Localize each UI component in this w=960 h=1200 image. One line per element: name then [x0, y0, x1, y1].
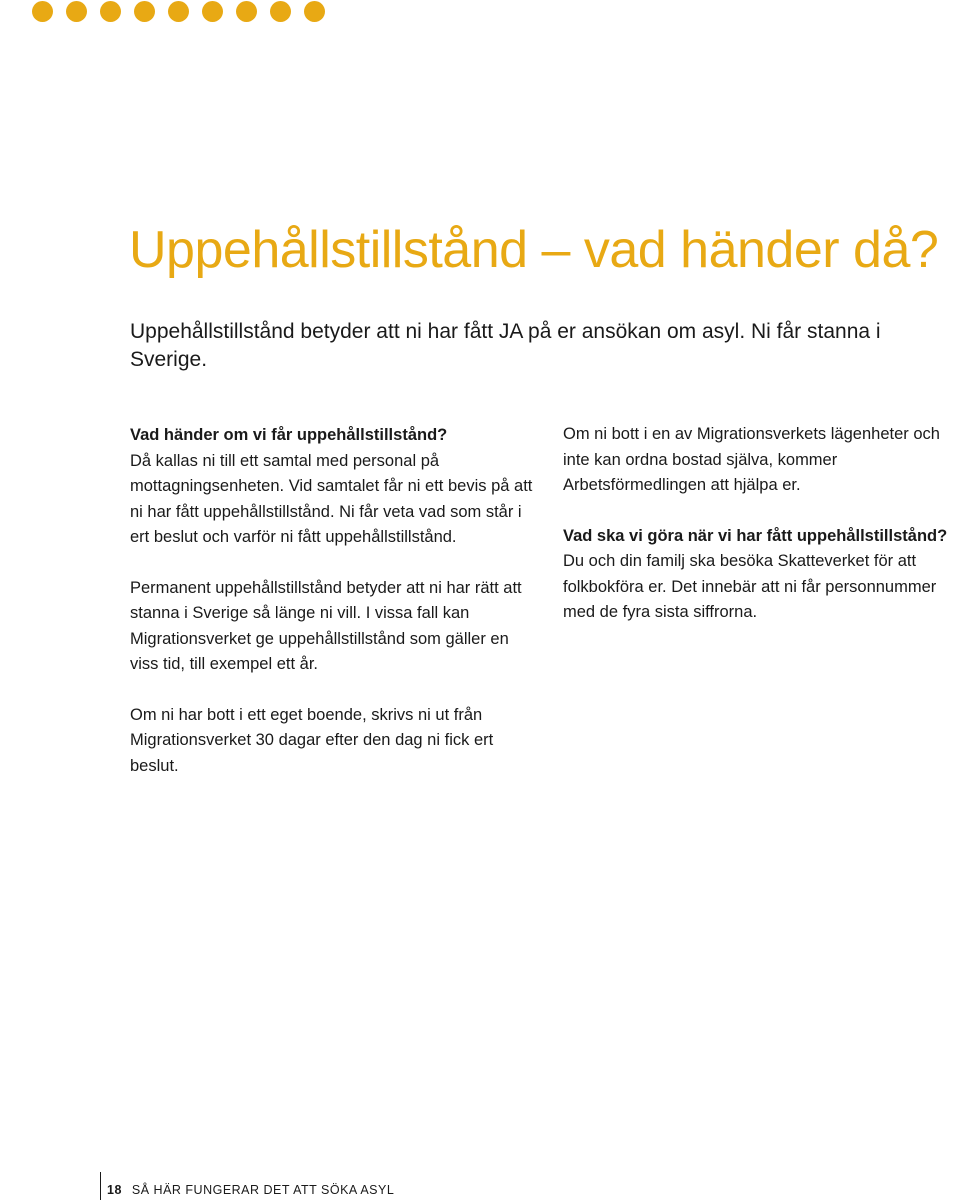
decorative-dot	[304, 1, 325, 22]
decorative-dot	[202, 1, 223, 22]
right-paragraph-1: Om ni bott i en av Migrationsverkets lägenheter och inte kan ordna bostad själva, kommer Arbetsförmedlingen att hjälpa er.	[563, 425, 940, 494]
page-title: Uppehållstillstånd – vad händer då?	[129, 221, 939, 279]
decorative-dot	[236, 1, 257, 22]
decorative-dot	[168, 1, 189, 22]
decorative-dots	[0, 1, 338, 25]
footer-divider	[100, 1172, 101, 1200]
right-paragraph-2: Du och din familj ska besöka Skatteverket för att folkbokföra er. Det innebär att ni får personnummer med de fyra sista siffrorna.	[563, 552, 937, 621]
decorative-dot	[270, 1, 291, 22]
page-footer	[107, 1183, 394, 1197]
page-number: 18	[107, 1183, 122, 1197]
left-column	[130, 423, 535, 779]
left-heading: Vad händer om vi får uppehållstillstånd?	[130, 426, 448, 444]
left-paragraph-2: Permanent uppehållstillstånd betyder att ni har rätt att stanna i Sverige så länge ni vill. I vissa fall kan Migrationsverket ge uppehållstillstånd som gäller en viss tid, till exempel ett år.	[130, 578, 522, 673]
intro-paragraph: Uppehållstillstånd betyder att ni har fått JA på er ansökan om asyl. Ni får stanna i Sverige.	[130, 320, 881, 371]
right-column	[563, 422, 960, 626]
left-paragraph-3: Om ni har bott i ett eget boende, skrivs ni ut från Migrationsverket 30 dagar efter den dag ni fick ert beslut.	[130, 705, 494, 775]
decorative-dot	[32, 1, 53, 22]
right-heading: Vad ska vi göra när vi har fått uppehållstillstånd?	[563, 526, 948, 545]
decorative-dot	[134, 1, 155, 22]
left-paragraph-1: Då kallas ni till ett samtal med personal på mottagningsenheten. Vid samtalet får ni ett bevis på att ni har fått uppehållstillstånd. Ni får veta vad som står i ert beslut och varför ni fått uppehållstillstånd.	[130, 451, 533, 546]
decorative-dot	[100, 1, 121, 22]
footer-section-title: SÅ HÄR FUNGERAR DET ATT SÖKA ASYL	[131, 1183, 395, 1197]
decorative-dot	[66, 1, 87, 22]
